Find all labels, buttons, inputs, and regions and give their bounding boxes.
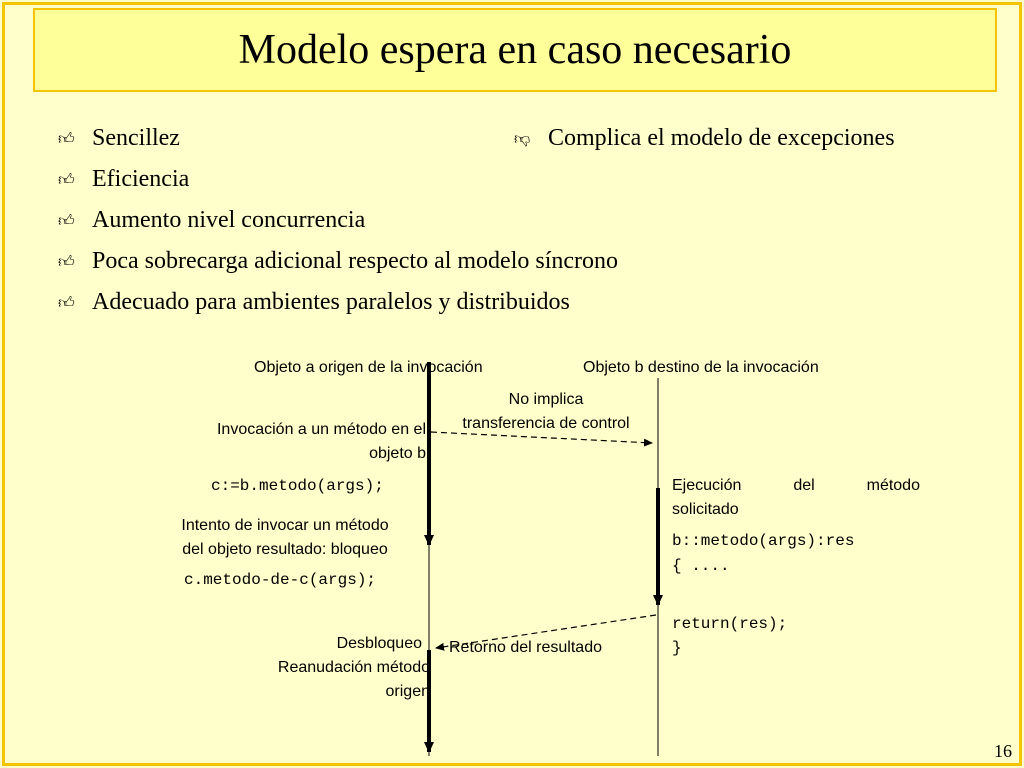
return-statement: return(res);: [672, 615, 788, 633]
attempt-note: [150, 514, 420, 562]
page-number: 16: [994, 741, 1012, 761]
thumbs-up-icon: 👍︎: [58, 129, 75, 148]
note-word: del: [793, 477, 815, 494]
note-line: origen: [385, 683, 430, 700]
advantage-text: Eficiencia: [92, 166, 190, 192]
note-line: Desbloqueo: [336, 635, 422, 652]
advantage-text: Adecuado para ambientes paralelos y distribuidos: [92, 289, 570, 315]
note-line: Reanudación método: [277, 659, 430, 676]
advantage-text: Aumento nivel concurrencia: [92, 207, 366, 233]
note-line: Intento de invocar un método: [181, 517, 389, 534]
invocation-note: [150, 418, 426, 466]
note-line: Invocación a un método en el: [216, 421, 426, 438]
thumbs-down-icon: 👎︎: [514, 129, 531, 148]
invocation-code: c:=b.metodo(args);: [211, 477, 384, 495]
object-a-label: Objeto a origen de la invocación: [254, 359, 483, 376]
note-line: del objeto resultado: bloqueo: [182, 541, 388, 558]
disadvantage-text: Complica el modelo de excepciones: [548, 125, 895, 151]
execution-note: [672, 474, 920, 522]
note-word: Ejecución: [672, 477, 742, 494]
note-line: No implica: [508, 391, 584, 408]
unblock-note: [210, 632, 430, 704]
execution-line-1: [672, 474, 920, 498]
no-transfer-note: [440, 388, 652, 436]
attempt-code: c.metodo-de-c(args);: [184, 571, 377, 589]
object-b-label: Objeto b destino de la invocación: [583, 359, 819, 376]
method-signature: b::metodo(args):res: [672, 532, 855, 550]
thumbs-up-icon: 👍︎: [58, 293, 75, 312]
advantage-text: Poca sobrecarga adicional respecto al modelo síncrono: [92, 248, 619, 274]
note-word: método: [866, 477, 920, 494]
result-return-label: Retorno del resultado: [449, 639, 602, 656]
thumbs-up-icon: 👍︎: [58, 252, 75, 271]
slide-title: Modelo espera en caso necesario: [238, 27, 792, 73]
note-line: transferencia de control: [462, 415, 630, 432]
advantage-text: Sencillez: [92, 125, 180, 151]
close-brace: }: [672, 639, 682, 657]
thumbs-up-icon: 👍︎: [58, 170, 75, 189]
note-line: objeto b: [369, 445, 426, 462]
method-body: { ....: [672, 557, 730, 575]
note-line: solicitado: [672, 501, 739, 518]
thumbs-up-icon: 👍︎: [58, 211, 75, 230]
